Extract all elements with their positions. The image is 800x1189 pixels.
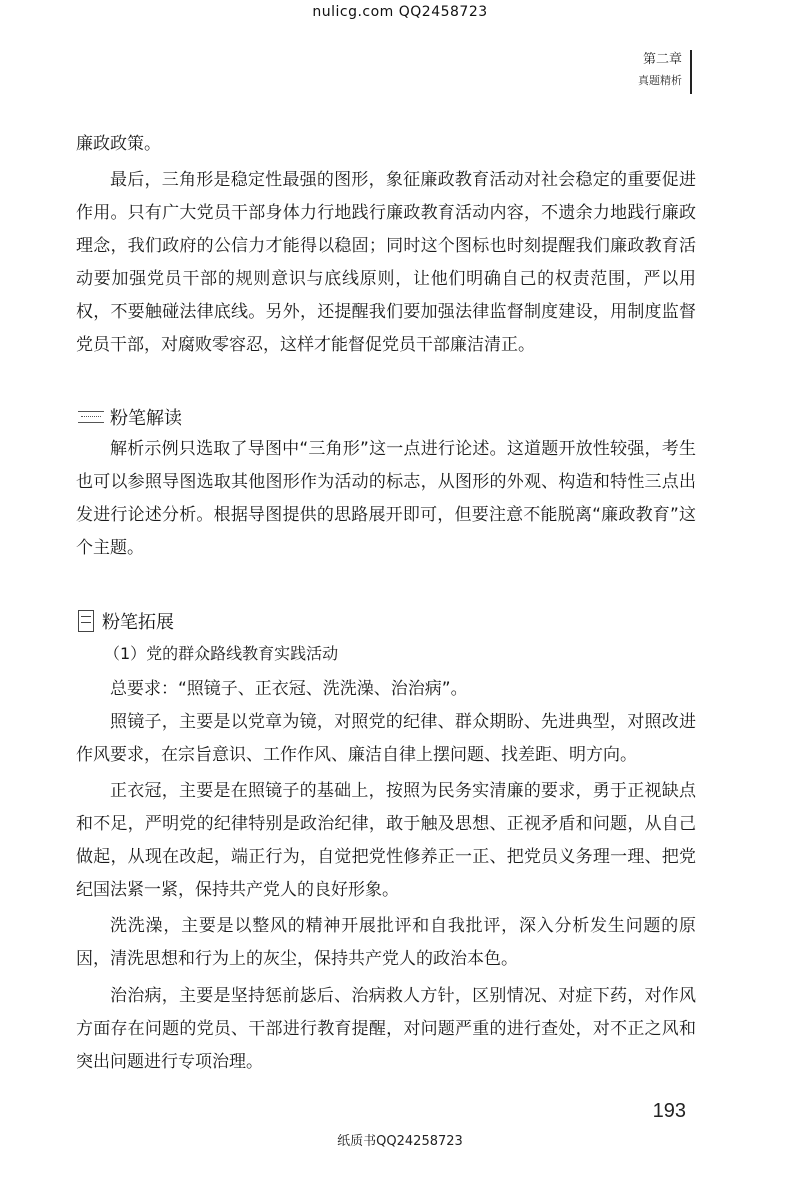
chapter-subtitle: 真题精析 — [638, 74, 682, 87]
page-number: 193 — [652, 1100, 686, 1122]
bottom-watermark: 纸质书QQ24258723 — [337, 1134, 463, 1149]
paragraph-interpret: 解析示例只选取了导图中“三角形”这一点进行论述。这道题开放性较强，考生也可以参照导图选取其他图形作为活动的标志，从图形的外观、构造和特性三点出发进行论述分析。根据导图提供的思路展开即可，但要注意不能脱离“廉政教育”这个主题。 — [76, 439, 696, 558]
notebook-icon — [78, 610, 94, 632]
section-marker-icon — [78, 411, 104, 423]
subheading-mass-line: （1）党的群众路线教育实践活动 — [104, 644, 339, 663]
chapter-title: 第二章 — [642, 52, 682, 67]
chapter-header — [638, 50, 682, 90]
paragraph-mirror: 照镜子，主要是以党章为镜，对照党的纪律、群众期盼、先进典型，对照改进作风要求，在宗旨意识、工作作风、廉洁自律上摆问题、找差距、明方向。 — [76, 712, 696, 765]
section-interpret-heading — [78, 402, 182, 432]
paragraph-clothes: 正衣冠，主要是在照镜子的基础上，按照为民务实清廉的要求，勇于正视缺点和不足，严明党的纪律特别是政治纪律，敢于触及思想、正视矛盾和问题，从自己做起，从现在改起，端正行为，自觉把党性修养正一正、把党员义务理一理、把党纪国法紧一紧，保持共产党人的良好形象。 — [76, 781, 696, 900]
paragraph-continuation: 廉政政策。 — [76, 134, 161, 154]
top-watermark: nulicg.com QQ2458723 — [312, 4, 488, 20]
paragraph-triangle: 最后，三角形是稳定性最强的图形，象征廉政教育活动对社会稳定的重要促进作用。只有广大党员干部身体力行地践行廉政教育活动内容，不遗余力地践行廉政理念，我们政府的公信力才能得以稳固；同时这个图标也时刻提醒我们廉政教育活动要加强党员干部的规则意识与底线原则，让他们明确自己的权责范围，严以用权，不要触碰法律底线。另外，还提醒我们要加强法律监督制度建设，用制度监督党员干部，对腐败零容忍，这样才能督促党员干部廉洁清正。 — [76, 170, 696, 355]
paragraph-bath: 洗洗澡，主要是以整风的精神开展批评和自我批评，深入分析发生问题的原因，清洗思想和行为上的灰尘，保持共产党人的政治本色。 — [76, 916, 696, 969]
section-interpret-title: 粉笔解读 — [110, 408, 182, 429]
chapter-divider — [690, 50, 692, 94]
section-expand-heading — [78, 606, 174, 636]
section-expand-title: 粉笔拓展 — [102, 612, 174, 633]
paragraph-total-requirement: 总要求：“照镜子、正衣冠、洗洗澡、治治病”。 — [110, 679, 468, 699]
paragraph-cure: 治治病，主要是坚持惩前毖后、治病救人方针，区别情况、对症下药，对作风方面存在问题的党员、干部进行教育提醒，对问题严重的进行查处，对不正之风和突出问题进行专项治理。 — [76, 986, 696, 1072]
